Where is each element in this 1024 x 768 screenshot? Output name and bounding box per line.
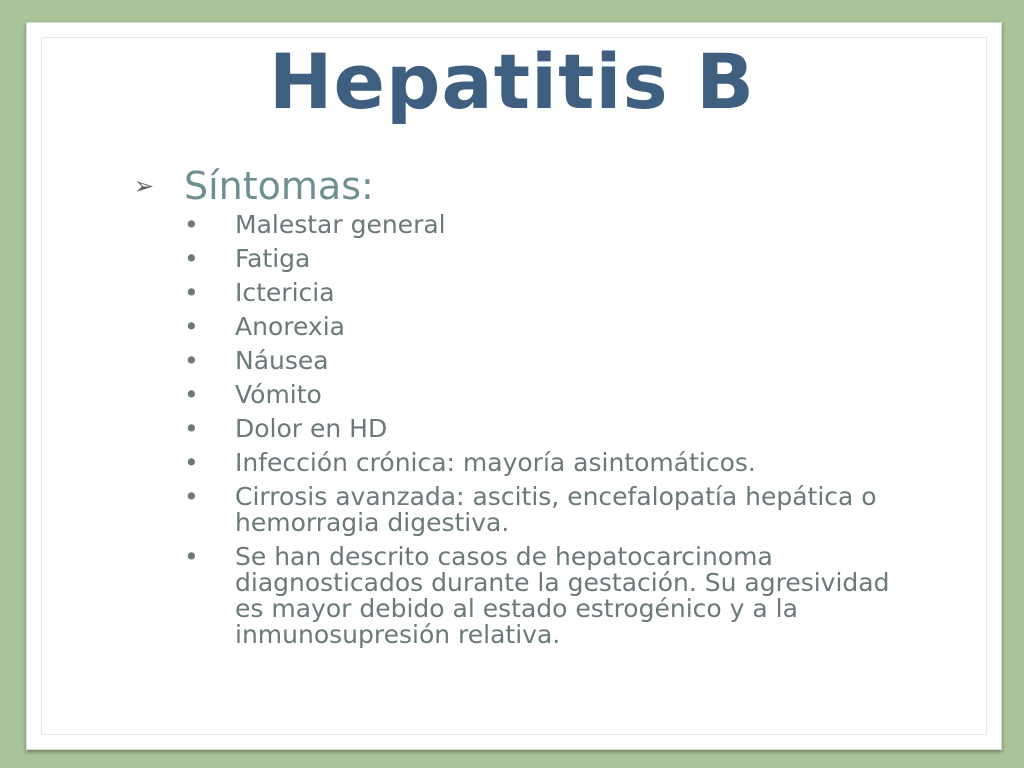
list-item-text: Náusea <box>235 346 329 375</box>
bullet-icon: • <box>184 210 199 239</box>
bullet-icon: • <box>184 278 199 307</box>
list-item <box>134 484 894 536</box>
list-item-text: Infección crónica: mayoría asintomáticos. <box>235 448 756 477</box>
list-item-text: Fatiga <box>235 244 311 273</box>
list-item <box>134 416 894 442</box>
bullet-icon: • <box>184 542 199 571</box>
list-item <box>134 246 894 272</box>
bullet-icon: • <box>184 346 199 375</box>
symptoms-section <box>134 160 894 656</box>
arrow-bullet-icon: ➢ <box>134 172 155 200</box>
list-item-text: Se han descrito casos de hepatocarcinoma diagnosticados durante la gestación. Su agresividad es mayor debido al estado estrogénico y a la inmunosupresión relativa. <box>235 542 890 649</box>
list-item-text: Malestar general <box>235 210 446 239</box>
list-item-text: Dolor en HD <box>235 414 388 443</box>
list-item <box>134 212 894 238</box>
section-heading <box>134 160 894 212</box>
bullet-icon: • <box>184 448 199 477</box>
bullet-icon: • <box>184 414 199 443</box>
bullet-icon: • <box>184 244 199 273</box>
list-item <box>134 280 894 306</box>
list-item-text: Anorexia <box>235 312 345 341</box>
list-item <box>134 348 894 374</box>
list-item <box>134 544 894 648</box>
list-item-text: Cirrosis avanzada: ascitis, encefalopatía hepática o hemorragia digestiva. <box>235 482 877 537</box>
list-item <box>134 382 894 408</box>
list-item-text: Ictericia <box>235 278 335 307</box>
bullet-icon: • <box>184 312 199 341</box>
symptom-list <box>134 212 894 648</box>
section-heading-text: Síntomas: <box>184 164 374 208</box>
bullet-icon: • <box>184 482 199 511</box>
list-item <box>134 450 894 476</box>
bullet-icon: • <box>184 380 199 409</box>
slide-title: Hepatitis B <box>268 37 756 126</box>
list-item <box>134 314 894 340</box>
list-item-text: Vómito <box>235 380 322 409</box>
